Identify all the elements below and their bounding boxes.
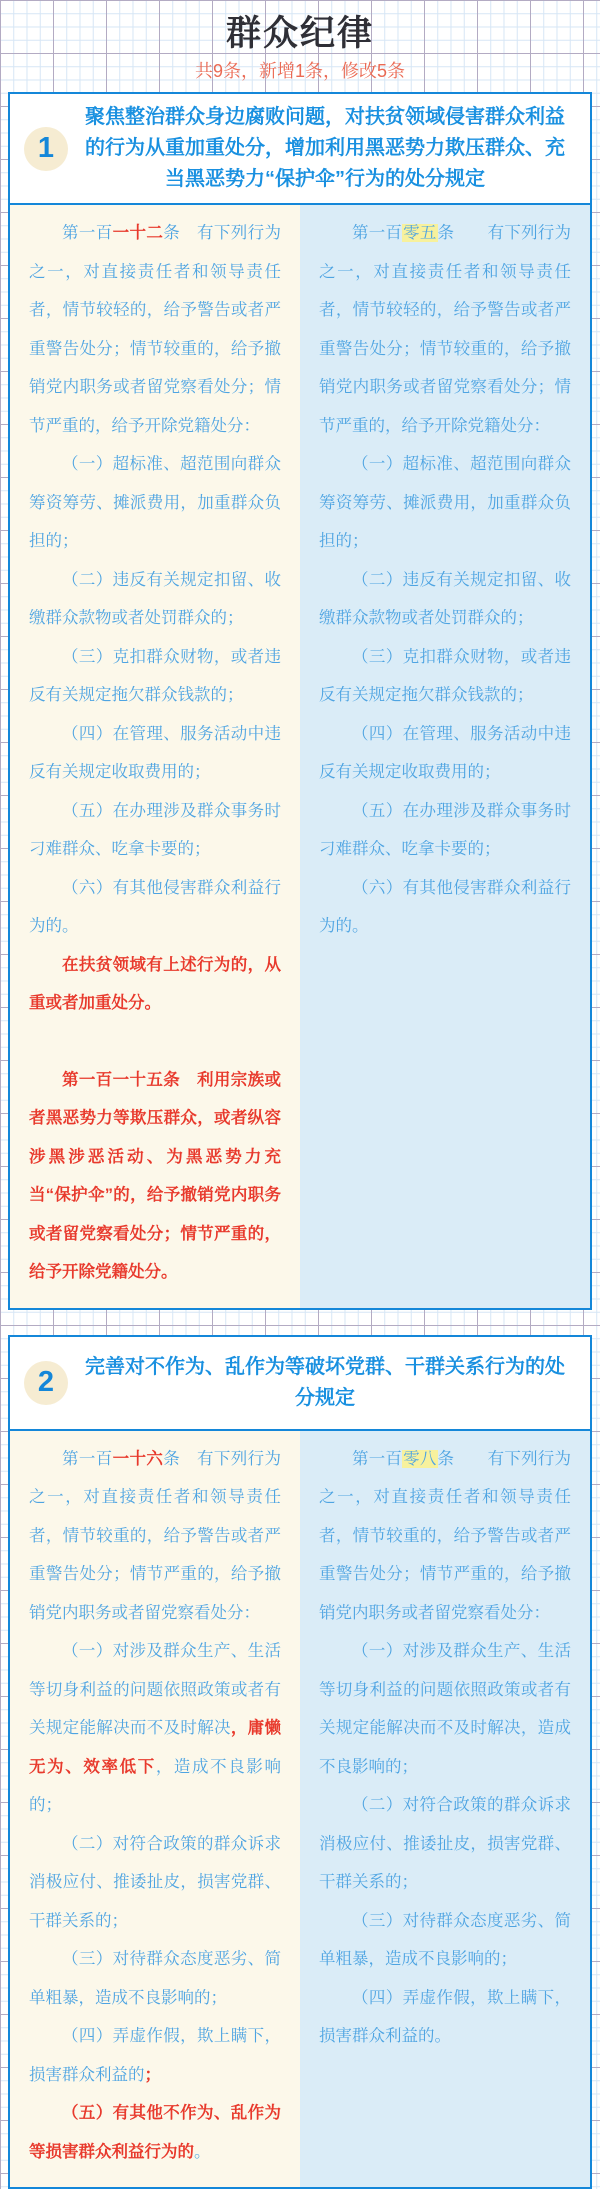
section-2-header: [10, 1337, 590, 1431]
text-run: （一）超标准、超范围向群众筹资筹劳、摊派费用，加重群众负担的；: [29, 455, 281, 550]
revised-text: （五）有其他不作为、乱作为等损害群众利益行为的: [29, 2104, 281, 2161]
paragraph: [319, 1786, 571, 1902]
paragraph: [319, 1440, 571, 1633]
text-run: 条 有下列行为之一，对直接责任者和领导责任者，情节较重的，给予警告或者严重警告处分；情节严重的，给予撤销党内职务或者留党察看处分：: [319, 1450, 571, 1622]
section-2-number-badge: 2: [24, 1361, 68, 1405]
paragraph: [29, 1440, 281, 1633]
revised-text: 第一百一十五条 利用宗族或者黑恶势力等欺压群众，或者纵容涉黑涉恶活动、为黑恶势力充当“保护伞”的，给予撤销党内职务或者留党察看处分；情节严重的，给予开除党籍处分。: [29, 1071, 281, 1282]
paragraph: [29, 214, 281, 445]
paragraph: [319, 715, 571, 792]
text-run: （一）对涉及群众生产、生活等切身利益的问题依照政策或者有关规定能解决而不及时解决: [29, 1642, 281, 1737]
text-run: 条 有下列行为之一，对直接责任者和领导责任者，情节较轻的，给予警告或者严重警告处分；情节较重的，给予撤销党内职务或者留党察看处分；情节严重的，给予开除党籍处分：: [319, 224, 571, 435]
paragraph: [29, 561, 281, 638]
revised-text: 在扶贫领域有上述行为的，从重或者加重处分。: [29, 956, 281, 1013]
paragraph: [29, 946, 281, 1023]
paragraph: [29, 2017, 281, 2094]
text-run: （六）有其他侵害群众利益行为的。: [319, 879, 571, 936]
page-title: 群众纪律: [0, 0, 600, 56]
paragraph: [319, 1632, 571, 1786]
paragraph: [29, 1825, 281, 1941]
section-1-old-text-column: [300, 205, 590, 1308]
text-run: （四）在管理、服务活动中违反有关规定收取费用的；: [29, 725, 281, 782]
paragraph: [319, 869, 571, 946]
paragraph: [29, 638, 281, 715]
revised-text: 一十二: [113, 224, 164, 242]
paragraph: [319, 1902, 571, 1979]
page-subtitle: 共9条，新增1条，修改5条: [0, 58, 600, 84]
text-run: （二）对符合政策的群众诉求消极应付、推诿扯皮，损害党群、干群关系的；: [319, 1796, 571, 1891]
highlighted-text: 零八: [402, 1450, 437, 1468]
paragraph: [29, 2094, 281, 2171]
section-1-columns: [10, 205, 590, 1308]
text-run: （四）弄虚作假，欺上瞒下，损害群众利益的。: [319, 1989, 571, 2046]
text-run: （三）克扣群众财物，或者违反有关规定拖欠群众钱款的；: [319, 648, 571, 705]
text-run: 第一百: [62, 1450, 113, 1468]
section-1-number-badge: 1: [24, 127, 68, 171]
section-2-columns: [10, 1431, 590, 2188]
paragraph: [319, 1979, 571, 2056]
paragraph: [319, 638, 571, 715]
section-1-new-text-column: [10, 205, 300, 1308]
section-2-heading: 完善对不作为、乱作为等破坏党群、干群关系行为的处分规定: [74, 1348, 576, 1418]
text-run: （四）弄虚作假，欺上瞒下，损害群众利益的: [29, 2027, 281, 2084]
paragraph: [29, 1940, 281, 2017]
text-run: 第一百: [352, 1450, 402, 1468]
paragraph: [29, 792, 281, 869]
paragraph: [29, 1061, 281, 1292]
text-run: （六）有其他侵害群众利益行为的。: [29, 879, 281, 936]
highlighted-text: 零五: [402, 224, 437, 242]
text-run: （二）对符合政策的群众诉求消极应付、推诿扯皮，损害党群、干群关系的；: [29, 1835, 281, 1930]
text-run: 第一百: [62, 224, 113, 242]
section-2-card: [8, 1335, 592, 2189]
text-run: 条 有下列行为之一，对直接责任者和领导责任者，情节较重的，给予警告或者严重警告处分；情节严重的，给予撤销党内职务或者留党察看处分：: [29, 1450, 281, 1622]
text-run: （五）在办理涉及群众事务时刁难群众、吃拿卡要的；: [29, 802, 281, 859]
paragraph: [29, 1632, 281, 1825]
revised-text: ，庸懒无为、效率低下: [29, 1719, 281, 1776]
paragraph: [29, 445, 281, 561]
text-run: （二）违反有关规定扣留、收缴群众款物或者处罚群众的；: [319, 571, 571, 628]
text-run: 。: [194, 2143, 211, 2161]
text-run: ，造成不良影响的；: [29, 1758, 281, 1815]
text-run: （二）违反有关规定扣留、收缴群众款物或者处罚群众的；: [29, 571, 281, 628]
text-run: （四）在管理、服务活动中违反有关规定收取费用的；: [319, 725, 571, 782]
text-run: （三）克扣群众财物，或者违反有关规定拖欠群众钱款的；: [29, 648, 281, 705]
revised-text: ；: [145, 2066, 162, 2084]
text-run: 条 有下列行为之一，对直接责任者和领导责任者，情节较轻的，给予警告或者严重警告处分；情节较重的，给予撤销党内职务或者留党察看处分；情节严重的，给予开除党籍处分：: [29, 224, 281, 435]
text-run: （一）对涉及群众生产、生活等切身利益的问题依照政策或者有关规定能解决而不及时解决，造成不良影响的；: [319, 1642, 571, 1776]
section-2-new-text-column: [10, 1431, 300, 2188]
section-1-header: [10, 94, 590, 205]
section-2-old-text-column: [300, 1431, 590, 2188]
text-run: （五）在办理涉及群众事务时刁难群众、吃拿卡要的；: [319, 802, 571, 859]
text-run: （一）超标准、超范围向群众筹资筹劳、摊派费用，加重群众负担的；: [319, 455, 571, 550]
section-1-heading: 聚焦整治群众身边腐败问题，对扶贫领域侵害群众利益的行为从重加重处分，增加利用黑恶势力欺压群众、充当黑恶势力“保护伞”行为的处分规定: [74, 98, 576, 199]
paragraph: [319, 792, 571, 869]
paragraph: [29, 715, 281, 792]
section-1-card: [8, 92, 592, 1310]
text-run: （三）对待群众态度恶劣、简单粗暴，造成不良影响的；: [29, 1950, 281, 2007]
paragraph: [319, 561, 571, 638]
paragraph: [29, 869, 281, 946]
text-run: （三）对待群众态度恶劣、简单粗暴，造成不良影响的；: [319, 1912, 571, 1969]
paragraph: [319, 445, 571, 561]
revised-text: 一十六: [113, 1450, 164, 1468]
text-run: 第一百: [352, 224, 402, 242]
paragraph: [319, 214, 571, 445]
